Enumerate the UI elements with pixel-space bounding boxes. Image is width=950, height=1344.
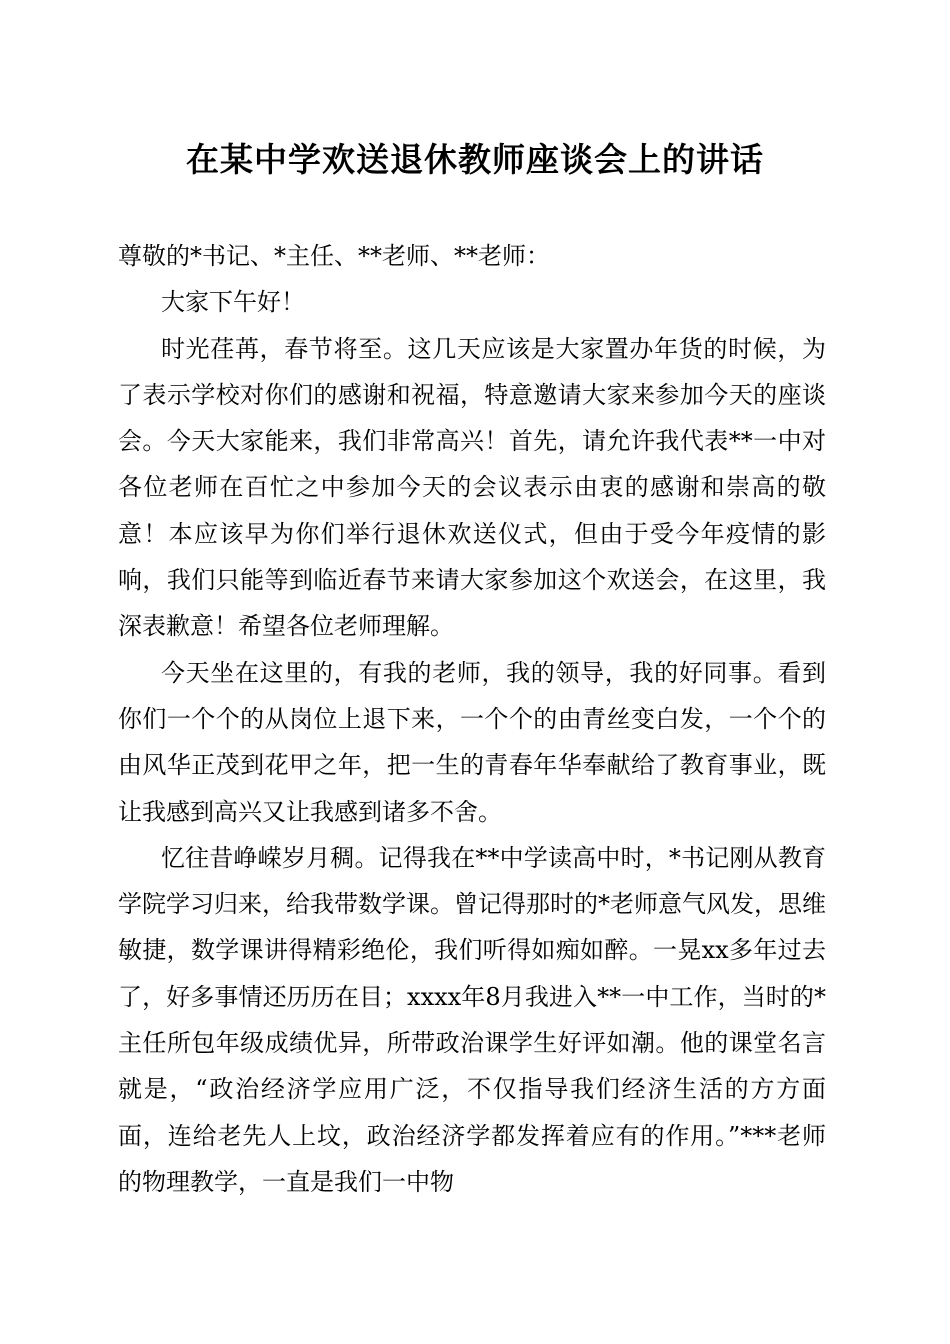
greeting: 大家下午好！ [161, 288, 305, 317]
paragraph: 忆往昔峥嵘岁月稠。记得我在**中学读高中时，*书记刚从教育学院学习归来，给我带数学课。曾记得那时的*老师意气风发，思维敏捷，数学课讲得精彩绝伦，我们听得如痴如醉。一晃xx多年过去了，好多事情还历历在目；xxxx年8月我进入**一中工作，当时的*主任所包年级成绩优异，所带政治课学生好评如潮。他的课堂名言就是，“政治经济学应用广泛，不仅指导我们经济生活的方方面面，连给老先人上坟，政治经济学都发挥着应有的作用。”***老师的物理教学，一直是我们一中物 [118, 843, 826, 1196]
document-title: 在某中学欢送退休教师座谈会上的讲话 [186, 140, 764, 179]
paragraph: 时光荏苒，春节将至。这几天应该是大家置办年货的时候，为了表示学校对你们的感谢和祝福，特意邀请大家来参加今天的座谈会。今天大家能来，我们非常高兴！首先，请允许我代表**一中对各位老师在百忙之中参加今天的会议表示由衷的感谢和崇高的敬意！本应该早为你们举行退休欢送仪式，但由于受今年疫情的影响，我们只能等到临近春节来请大家参加这个欢送会，在这里，我深表歉意！希望各位老师理解。 [118, 334, 826, 641]
salutation: 尊敬的*书记、*主任、**老师、**老师： [118, 242, 550, 270]
paragraph: 今天坐在这里的，有我的老师，我的领导，我的好同事。看到你们一个个的从岗位上退下来，一个个的由青丝变白发，一个个的由风华正茂到花甲之年，把一生的青春年华奉献给了教育事业，既让我感到高兴又让我感到诸多不舍。 [118, 658, 826, 826]
document-body [118, 233, 826, 1205]
